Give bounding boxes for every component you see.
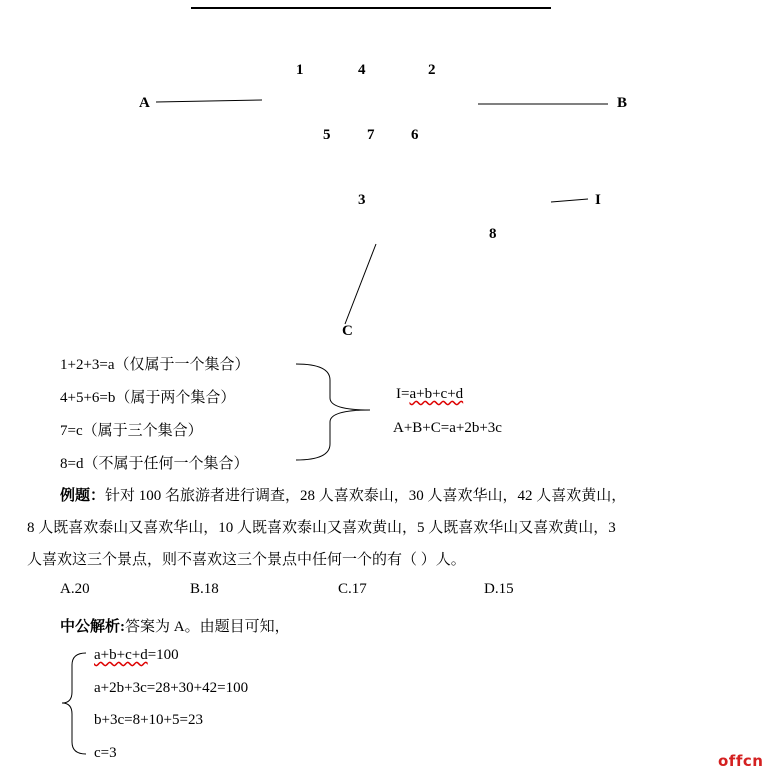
region-2: 2	[428, 62, 436, 78]
option-d: D.15	[484, 581, 514, 597]
equation-1	[94, 647, 179, 664]
example-text-1: 针对 100 名旅游者进行调查，28 人喜欢泰山，30 人喜欢华山，42 人喜欢黄山，	[105, 488, 627, 504]
example-label: 例题：	[60, 488, 106, 504]
option-b: B.18	[190, 581, 219, 597]
left-brace	[62, 653, 86, 754]
formula-total	[396, 386, 463, 403]
equation-3: b+3c=8+10+5=23	[94, 712, 203, 728]
analysis-label: 中公解析:	[60, 619, 125, 635]
formula-c: 7=c（属于三个集合）	[60, 423, 203, 439]
pointer-line-c	[345, 244, 376, 324]
label-c: C	[342, 323, 353, 339]
pointer-line-a	[156, 100, 262, 102]
region-7: 7	[367, 127, 375, 143]
example-line-3: 人喜欢这三个景点，则不喜欢这三个景点中任何一个的有（ ）人。	[27, 552, 466, 568]
equation-4: c=3	[94, 745, 117, 761]
formula-total-sum: a+b+c+d	[409, 386, 464, 402]
label-i: I	[595, 192, 601, 208]
region-1: 1	[296, 62, 304, 78]
formula-d: 8=d（不属于任何一个集合）	[60, 456, 249, 472]
equation-2: a+2b+3c=28+30+42=100	[94, 680, 249, 696]
option-c: C.17	[338, 581, 367, 597]
offcn-watermark: offcn	[718, 752, 764, 770]
formula-total-prefix: I=	[396, 386, 410, 402]
right-brace	[296, 364, 370, 460]
pointer-line-i	[551, 199, 588, 202]
option-a: A.20	[60, 581, 90, 597]
example-line-2: 8 人既喜欢泰山又喜欢华山，10 人既喜欢泰山又喜欢黄山，5 人既喜欢华山又喜欢黄山，3	[27, 520, 616, 536]
analysis-text: 答案为 A。由题目可知，	[125, 619, 290, 635]
analysis-line	[60, 615, 290, 636]
region-8: 8	[489, 226, 497, 242]
equation-1-sum: a+b+c+d	[94, 647, 148, 663]
region-4: 4	[358, 62, 366, 78]
formula-b: 4+5+6=b（属于两个集合）	[60, 390, 236, 406]
example-line-1	[60, 484, 626, 505]
region-6: 6	[411, 127, 419, 143]
region-5: 5	[323, 127, 331, 143]
label-a: A	[139, 95, 150, 111]
label-b: B	[617, 95, 628, 111]
formula-a: 1+2+3=a（仅属于一个集合）	[60, 357, 250, 373]
equation-1-value: =100	[147, 647, 179, 663]
formula-abc: A+B+C=a+2b+3c	[393, 420, 502, 436]
region-3: 3	[358, 192, 366, 208]
